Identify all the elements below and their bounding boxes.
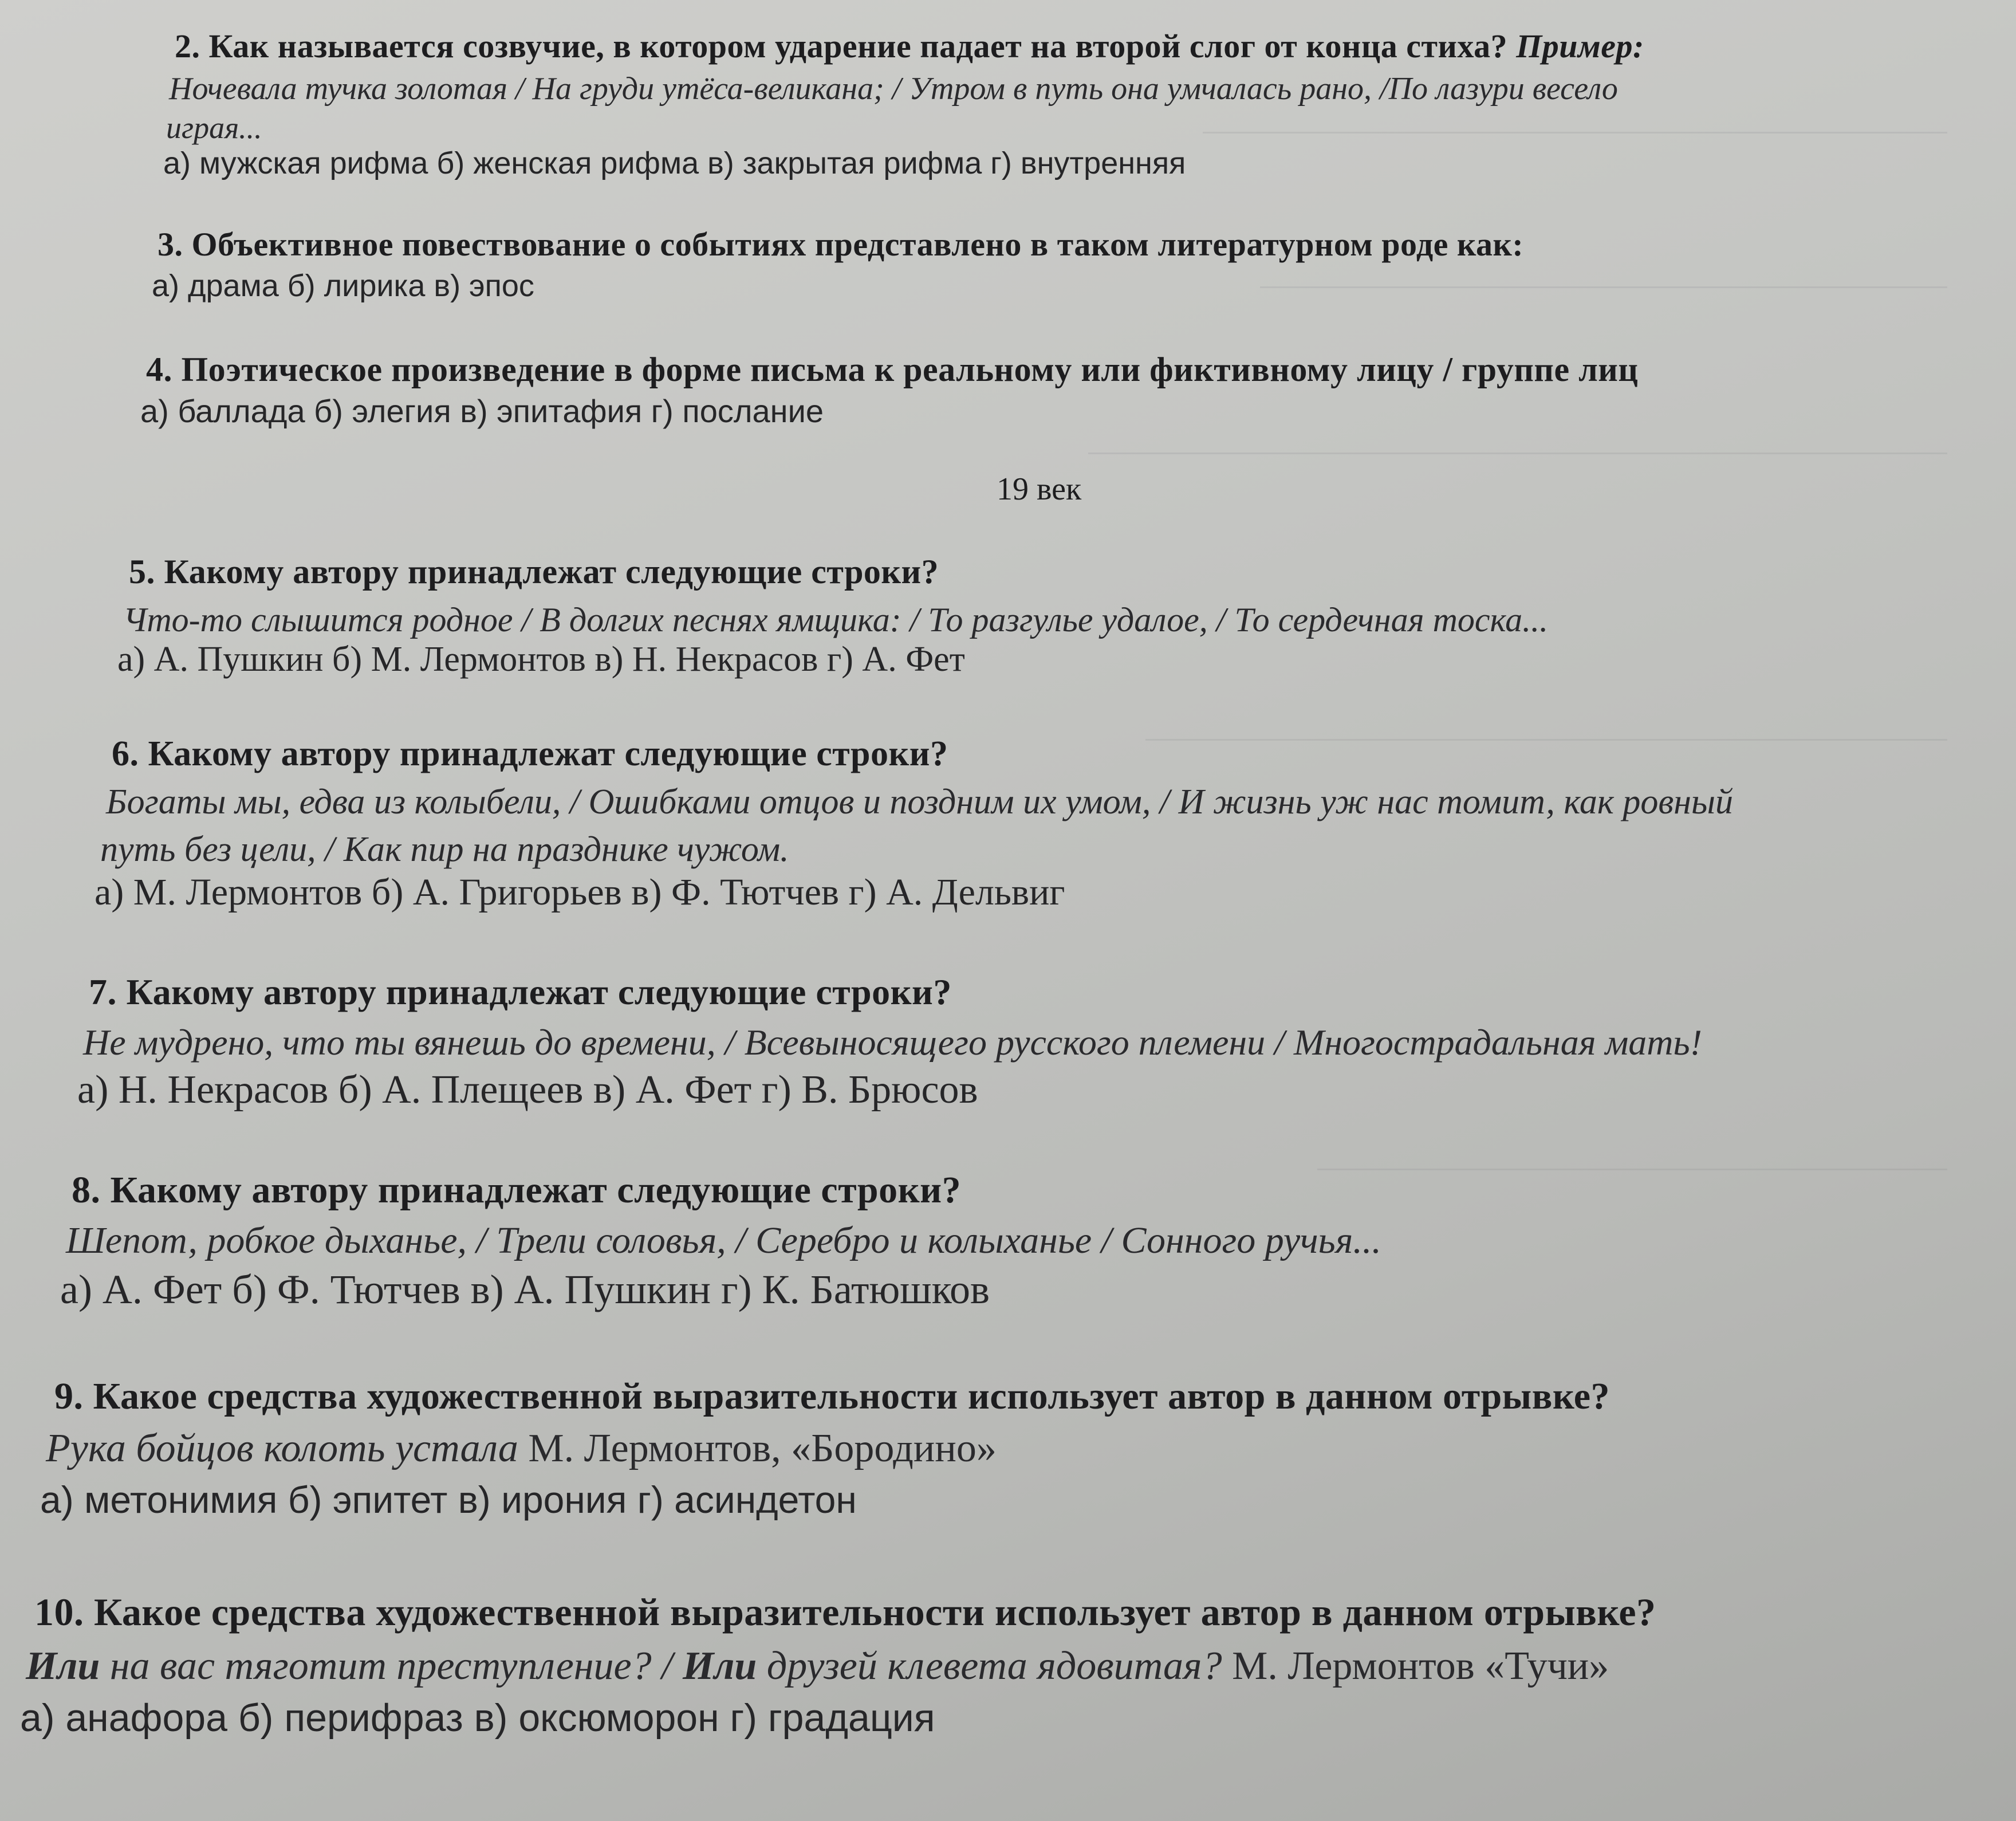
question-7-quote: Не мудрено, что ты вянешь до времени, / Всевыносящего русского племени / Многострадальная мать! [83, 1022, 1702, 1063]
quote-text: на вас тяготит преступление? / [100, 1644, 683, 1688]
question-4-answers: а) баллада б) элегия в) эпитафия г) послание [140, 393, 824, 429]
question-9-answers: а) метонимия б) эпитет в) ирония г) асиндетон [40, 1478, 857, 1521]
question-2-quote-line-2: играя... [166, 111, 262, 145]
quote-text: друзей клевета ядовитая? [757, 1644, 1222, 1688]
question-10-quote [26, 1641, 1609, 1692]
question-5-quote: Что-то слышится родное / В долгих песнях ямщика: / То разгулье удалое, / То сердечная тоска... [123, 601, 1549, 639]
quote-text: Рука бойцов колоть устала [46, 1426, 518, 1470]
question-10-answers: а) анафора б) перифраз в) оксюморон г) градация [20, 1696, 935, 1740]
question-8-quote: Шепот, робкое дыханье, / Трели соловья, / Серебро и колыханье / Сонного ручья... [66, 1220, 1381, 1261]
question-6-title: 6. Какому автору принадлежат следующие строки? [112, 734, 948, 773]
question-8-title: 8. Какому автору принадлежат следующие строки? [72, 1169, 962, 1211]
example-label: Пример: [1516, 27, 1644, 65]
question-7-title: 7. Какому автору принадлежат следующие строки? [89, 972, 952, 1012]
question-text: 2. Как называется созвучие, в котором ударение падает на второй слог от конца стиха? [175, 27, 1508, 65]
question-10-title: 10. Какое средства художественной выразительности использует автор в данном отрывке? [34, 1590, 1656, 1634]
question-9-title: 9. Какое средства художественной выразительности использует автор в данном отрывке? [54, 1375, 1611, 1417]
question-3-title: 3. Объективное повествование о событиях представлено в таком литературном роде как: [158, 226, 1524, 263]
question-8-answers: а) А. Фет б) Ф. Тютчев в) А. Пушкин г) К. Батюшков [60, 1267, 990, 1312]
question-9-quote [46, 1423, 997, 1474]
quote-source: М. Лермонтов «Тучи» [1222, 1644, 1609, 1688]
bleed-through-line [1317, 1169, 1947, 1170]
quote-emphasis: Или [26, 1644, 100, 1688]
bleed-through-line [1260, 286, 1947, 288]
bleed-through-line [1203, 132, 1947, 133]
question-2-title [175, 27, 1644, 65]
question-6-quote-line-1: Богаты мы, едва из колыбели, / Ошибками отцов и поздним их умом, / И жизнь уж нас томит, как ровный [106, 782, 1734, 821]
question-7-answers: а) Н. Некрасов б) А. Плещеев в) А. Фет г) В. Брюсов [77, 1068, 978, 1112]
question-6-quote-line-2: путь без цели, / Как пир на празднике чужом. [100, 830, 789, 869]
question-6-answers: а) М. Лермонтов б) А. Григорьев в) Ф. Тютчев г) А. Дельвиг [94, 871, 1065, 913]
bleed-through-line [1088, 453, 1947, 454]
question-2-quote-line-1: Ночевала тучка золотая / На груди утёса-великана; / Утром в путь она умчалась рано, /По лазури весело [169, 71, 1618, 107]
question-3-answers: а) драма б) лирика в) эпос [152, 269, 534, 303]
question-2-answers: а) мужская рифма б) женская рифма в) закрытая рифма г) внутренняя [163, 146, 1186, 180]
question-5-answers: а) А. Пушкин б) М. Лермонтов в) Н. Некрасов г) А. Фет [117, 640, 965, 679]
quote-emphasis: Или [683, 1644, 757, 1688]
question-4-title: 4. Поэтическое произведение в форме письма к реальному или фиктивному лицу / группе лиц [146, 351, 1639, 388]
section-title: 19 век [997, 471, 1082, 507]
quote-source: М. Лермонтов, «Бородино» [518, 1426, 997, 1470]
bleed-through-line [1145, 739, 1947, 741]
question-5-title: 5. Какому автору принадлежат следующие строки? [129, 553, 939, 591]
